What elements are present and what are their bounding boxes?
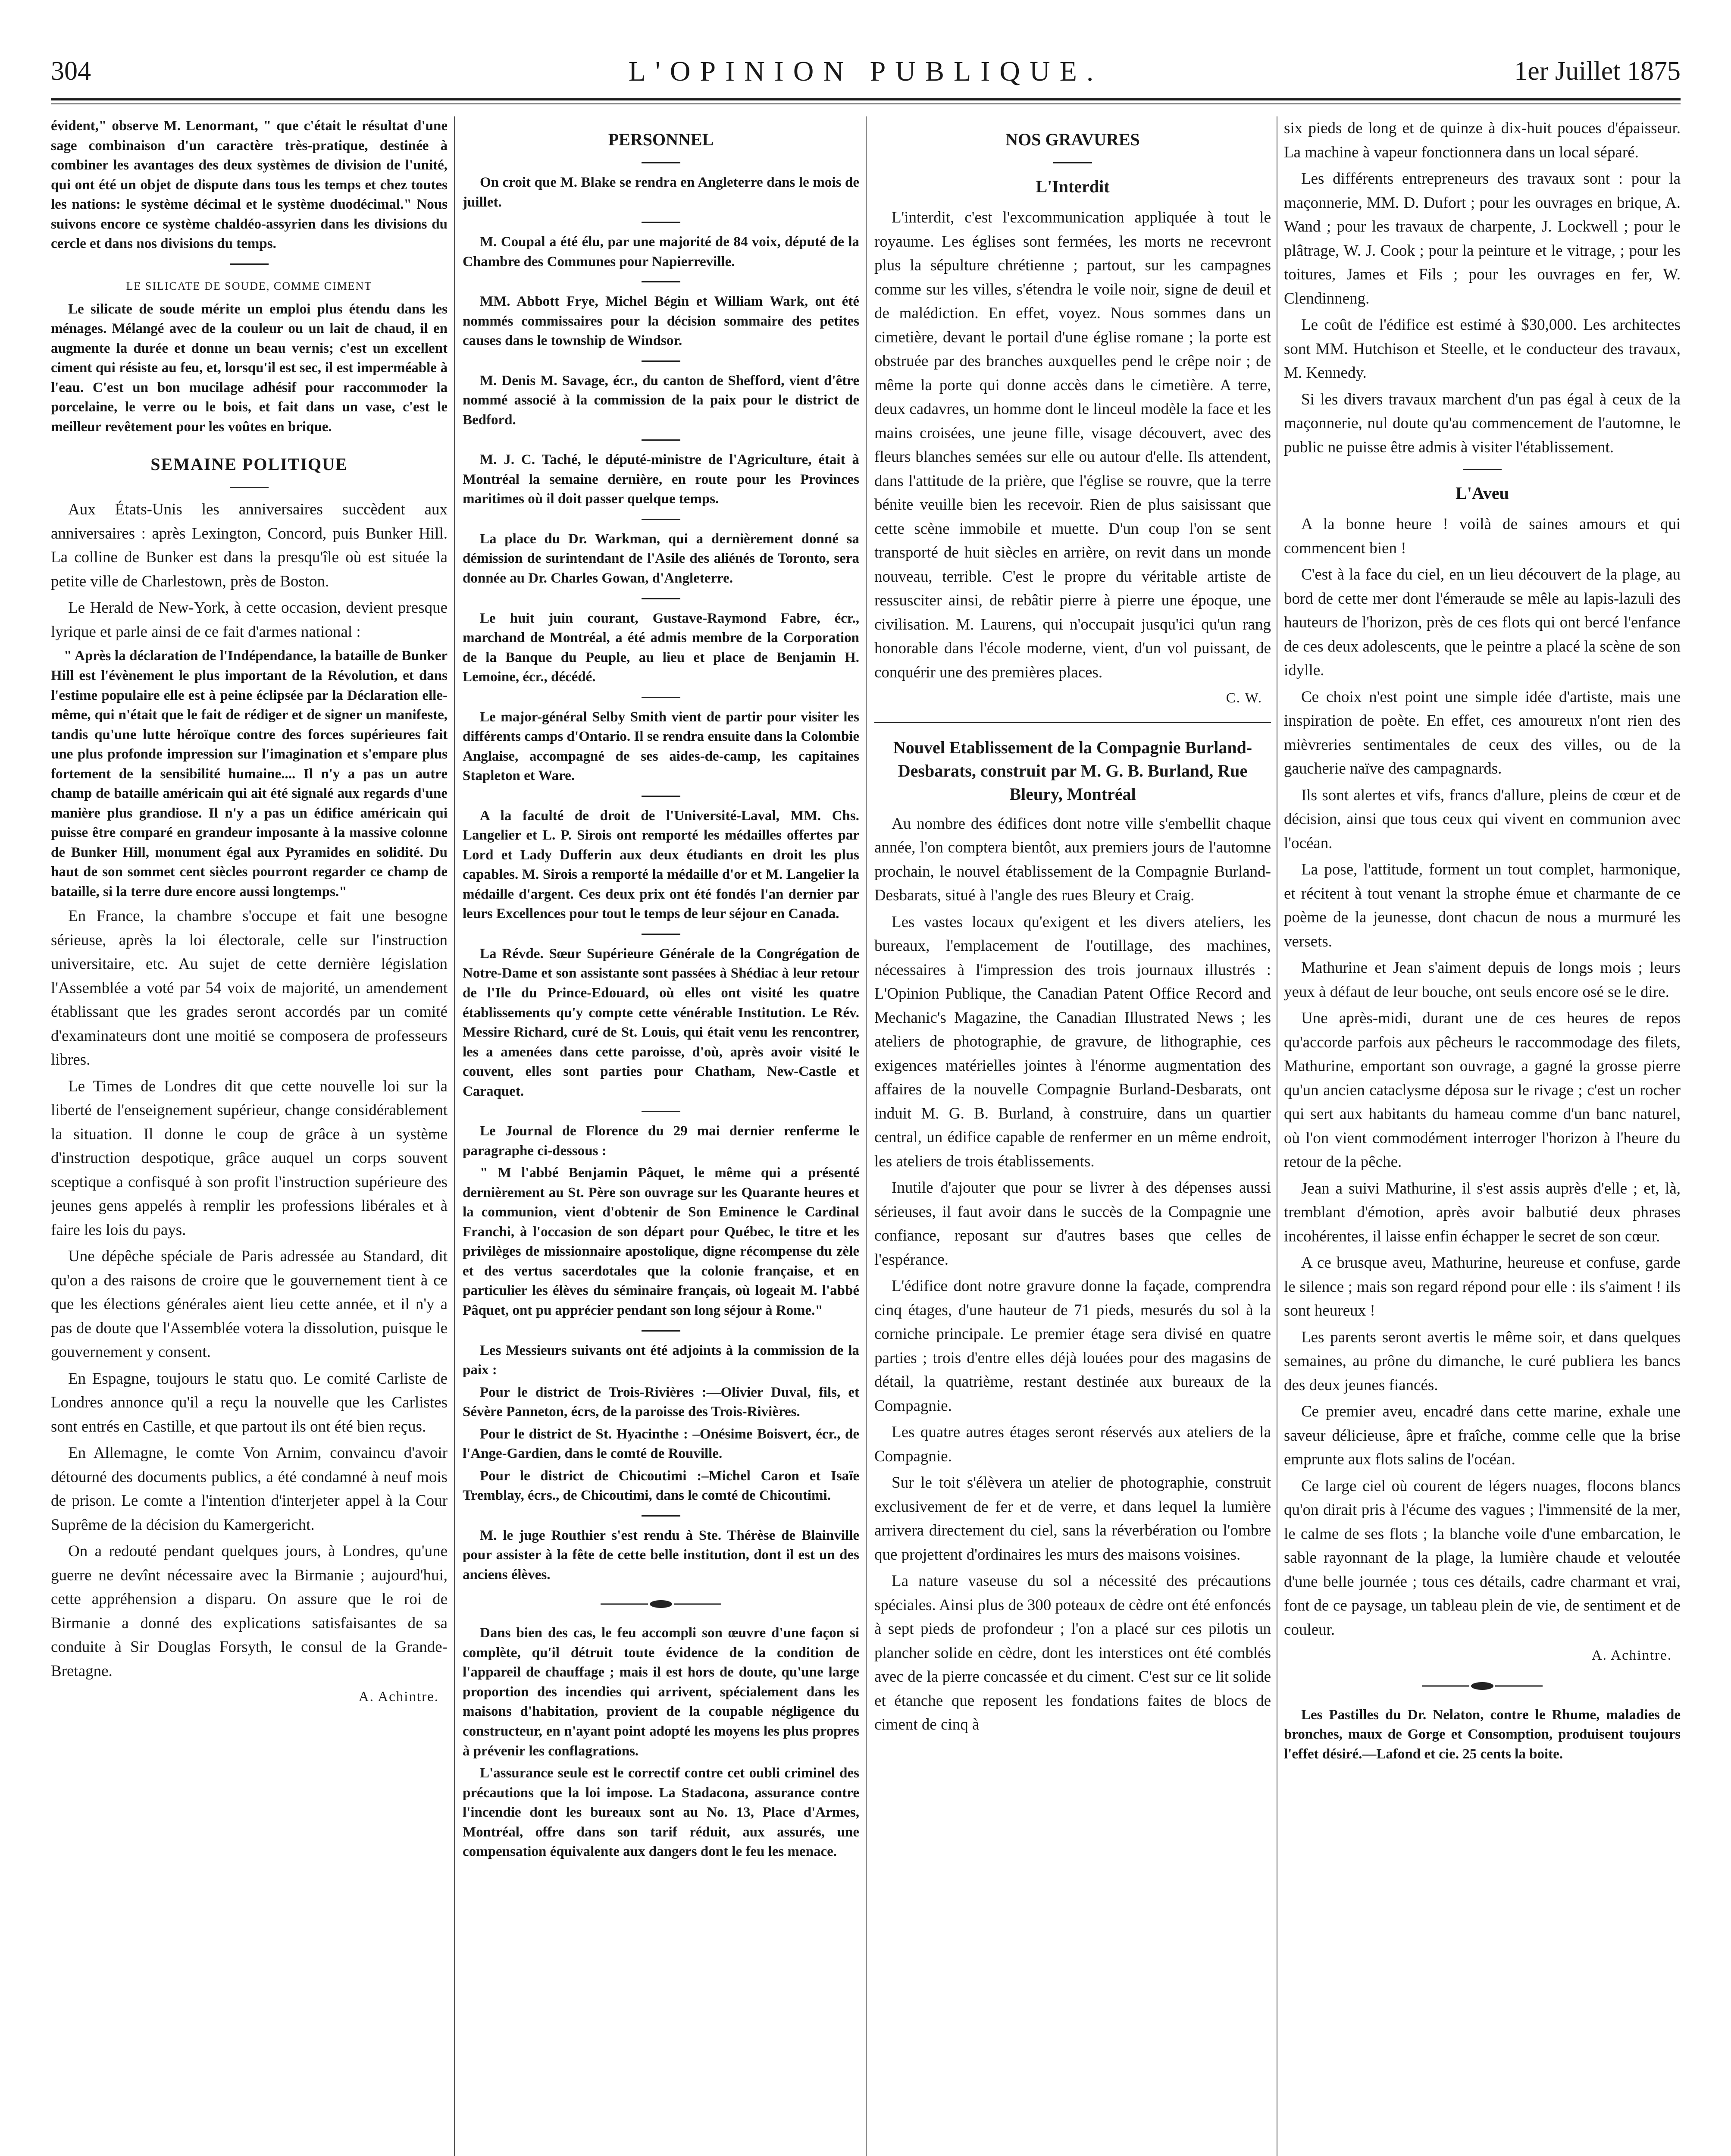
paragraph: Le silicate de soude mérite un emploi plus étendu dans les ménages. Mélangé avec de la couleur ou un lait de chaud, il en augmente la durée et donne un beau vernis; c'est un excellent ciment qui résiste au feu, et, lorsqu'il est sec, il est imperméable à l'eau. C'est un bon mucilage adhésif pour raccommoder la porcelaine, le verre ou le bois, et fait dans un vase, c'est le meilleur revêtement pour les voûtes en brique. <box>51 301 448 435</box>
news-item: On croit que M. Blake se rendra en Angleterre dans le mois de juillet. <box>463 175 859 210</box>
column-4 <box>1284 116 1681 2156</box>
separator <box>642 222 680 223</box>
paragraph: C'est à la face du ciel, en un lieu découvert de la plage, au bord de cette mer dont l'émeraude se mêle au lapis-lazuli des hauteurs de l'horizon, près de ces flots qui ont bercé l'enfance de ces deux adolescents, que le peintre a placé la scène de son idylle. <box>1284 566 1681 679</box>
paragraph: Les quatre autres étages seront réservés aux ateliers de la Compagnie. <box>874 1423 1271 1465</box>
headline-burland: Nouvel Etablissement de la Compagnie Burland-Desbarats, construit par M. G. B. Burland, Rue Bleury, Montréal <box>893 737 1252 804</box>
news-item: MM. Abbott Frye, Michel Bégin et William Wark, ont été nommés commissaires pour la décision sommaire des petites causes dans le township de Windsor. <box>463 294 859 349</box>
news-item: Le huit juin courant, Gustave-Raymond Fabre, écr., marchand de Montréal, a été admis membre de la Corporation de la Banque du Peuple, au lieu et place de Benjamin H. Lemoine, écr., décédé. <box>463 610 859 685</box>
paragraph: Inutile d'ajouter que pour se livrer à des dépenses aussi sérieuses, il faut avoir dans le succès de la Compagnie une confiance, reposant sur d'autres bases que celles de l'espérance. <box>874 1179 1271 1269</box>
news-item: Dans bien des cas, le feu accompli son œuvre d'une façon si complète, qu'il détruit toute évidence de la condition de l'appareil de chauffage ; mais il est hors de doute, qu'une large proportion des incendies qui arrivent, spécialement dans les maisons d'habitation, provient de la coupable négligence du constructeur, en n'ayant point adopté les moyens les plus propres à prévenir les conflagrations. <box>463 1625 859 1759</box>
paragraph: En Allemagne, le comte Von Arnim, convaincu d'avoir détourné des documents publics, a été condamné à neuf mois de prison. Le comte a l'intention d'interjeter appel à la Cour Suprême de la décision du Kamergericht. <box>51 1444 448 1534</box>
header-rule-thin <box>51 103 1681 104</box>
paragraph: Mathurine et Jean s'aiment depuis de longs mois ; leurs yeux à défaut de leur bouche, ont seuls encore osé se le dire. <box>1284 959 1681 1001</box>
separator <box>1053 162 1092 163</box>
signature: A. Achintre. <box>1591 1648 1672 1663</box>
subheading-interdit: L'Interdit <box>1036 177 1110 196</box>
column-1 <box>51 116 448 2156</box>
section-heading-aveu: L'Aveu <box>1456 483 1509 503</box>
paragraph: Sur le toit s'élèvera un atelier de photographie, construit exclusivement de fer et de verre, et dans lequel la lumière arrivera directement du ciel, sans la réverbération ou l'ombre que projettent d'ordinaires les murs des maisons voisines. <box>874 1474 1271 1564</box>
paragraph: En France, la chambre s'occupe et fait une besogne sérieuse, après la loi électorale, celle sur l'instruction universitaire, etc. Au sujet de cette dernière législation l'Assemblée a voté par 54 voix de majorité, un amendement établissant que les grades seront accordés par un comité d'examinateurs dont une moitié se composera de professeurs libres. <box>51 907 448 1069</box>
paragraph: Au nombre des édifices dont notre ville s'embellit chaque année, l'on comptera bientôt, aux premiers jours de l'automne prochain, le nouvel établissement de la Compagnie Burland-Desbarats, situé à l'angle des rues Bleury et Craig. <box>874 815 1271 904</box>
news-item: M. Denis M. Savage, écr., du canton de Shefford, vient d'être nommé associé à la commission de la paix pour le district de Bedford. <box>463 373 859 428</box>
newspaper-page <box>51 47 1681 2156</box>
news-item: Pour le district de St. Hyacinthe : –Onésime Boisvert, écr., de l'Ange-Gardien, dans le comté de Rouville. <box>463 1426 859 1462</box>
news-item: M. Coupal a été élu, par une majorité de 84 voix, député de la Chambre des Communes pour Napierreville. <box>463 234 859 270</box>
paragraph: Jean a suivi Mathurine, il s'est assis auprès d'elle ; et, là, tremblant d'émotion, après avoir balbutié deux phrases incohérentes, il laisse enfin échapper le secret de son cœur. <box>1284 1179 1681 1245</box>
separator <box>642 598 680 599</box>
separator <box>642 697 680 698</box>
section-heading-semaine-politique: SEMAINE POLITIQUE <box>150 454 348 474</box>
paragraph: Les différents entrepreneurs des travaux sont : pour la maçonnerie, MM. D. Dufort ; pour les ouvrages en brique, A. Wand ; pour les travaux de charpente, J. Lockwell ; pour le plâtrage, W. J. Cook ; pour la peinture et le vitrage, ; pour les toitures, James et Fils ; pour les ouvrages en fer, W. Clendinneng. <box>1284 170 1681 307</box>
paragraph: L'interdit, c'est l'excommunication appliquée à tout le royaume. Les églises sont fermées, les morts ne recevront plus la sépulture chrétienne ; partout, sur les campagnes comme sur les villes, s'étendra le voile noir, signe de deuil et de malédiction. En effet, voyez. Nous sommes dans un cimetière, devant le portail d'une église romane ; la porte est obstruée par des branches auxquelles pend le crêpe noir ; de même la porte qui donne accès dans le cimetière. A terre, deux cadavres, un homme dont le linceul modèle la face et les mains croisées, une jeune fille, visage découvert, avec des fleurs blanches semées sur elle ou autour d'elle. Ils attendent, dans l'attitude de la prière, que l'église se rouvre, que la terre bénite veuille bien les recevoir. Rien de plus saisissant que cette scène immobile et muette. D'un coup l'on se sent transporté de huit siècles en arrière, on revit dans un monde nouveau, terrible. C'est le propre du véritable artiste de ressusciter ainsi, de rebâtir pierre à pierre une époque, une civilisation. M. Laurens, qui n'occupait jusqu'ici qu'un rang honorable dans l'école moderne, vient, d'un vol puissant, de conquérir une des premières places. <box>874 209 1271 681</box>
paragraph: Le Herald de New-York, à cette occasion, devient presque lyrique et parle ainsi de ce fait d'armes national : <box>51 599 448 641</box>
paragraph: Ils sont alertes et vifs, francs d'allure, pleins de cœur et de décision, ainsi que tous ceux qui vivent en communion avec l'océan. <box>1284 786 1681 852</box>
news-item: Le Journal de Florence du 29 mai dernier renferme le paragraphe ci-dessous : <box>463 1123 859 1159</box>
paragraph: Ce choix n'est point une simple idée d'artiste, mais une inspiration de poète. En effet, ces amoureux n'ont rien des mièvreries sentimentales de ceux des villes, ou de la gaucherie naïve des campagnards. <box>1284 688 1681 777</box>
advertisement <box>1284 1705 1681 1764</box>
ornament-divider <box>601 1598 721 1611</box>
paragraph: Le Times de Londres dit que cette nouvelle loi sur la liberté de l'enseignement supérieur, change considérablement la situation. Il donne le coup de grâce à un système d'instruction despotique, grâce auquel un corps souvent sceptique a confisqué à son profit l'instruction supérieure des jeunes gens appelés à remplir les professions libérales et à faire les lois du pays. <box>51 1077 448 1239</box>
separator <box>642 1111 680 1112</box>
ad-text: Les Pastilles du Dr. Nelaton, contre le Rhume, maladies de bronches, maux de Gorge et Consomption, produisent toujours l'effet désiré.—Lafond et cie. 25 cents la boite. <box>1284 1707 1681 1762</box>
paragraph: Une dépêche spéciale de Paris adressée au Standard, dit qu'on a des raisons de croire que le gouvernement tient à ce que les élections générales aient lieu cette année, et il n'y a pas de doute que l'Assemblée votera la dissolution, puisque le gouvernement y consent. <box>51 1247 448 1361</box>
paragraph: L'édifice dont notre gravure donne la façade, comprendra cinq étages, d'une hauteur de 71 pieds, mesurés du sol à la corniche principale. Le premier étage sera divisé en quatre parties ; trois d'entre elles déjà louées pour des magasins de détail, la quatrième, restant destinée aux bureaux de la Compagnie. <box>874 1277 1271 1415</box>
paragraph: En Espagne, toujours le statu quo. Le comité Carliste de Londres annonce qu'il a reçu la nouvelle que les Carlistes sont entrés en Castille, et que partout ils ont été bien reçus. <box>51 1369 448 1435</box>
separator <box>642 1330 680 1332</box>
personnel-items <box>463 173 859 1862</box>
signature: C. W. <box>1226 690 1262 706</box>
paragraph: La pose, l'attitude, forment un tout complet, harmonique, et récitent à tout venant la strophe émue et charmante de ce poème de la jeunesse, dont chacun de nous a murmuré les versets. <box>1284 861 1681 950</box>
quotation <box>51 646 448 902</box>
section-heading-nos-gravures: NOS GRAVURES <box>1005 130 1140 149</box>
issue-date: 1er Juillet 1875 <box>1514 56 1681 86</box>
paragraph: Le coût de l'édifice est estimé à $30,000. Les architectes sont MM. Hutchison et Steelle, et le conducteur des travaux, M. Kennedy. <box>1284 316 1681 382</box>
separator <box>642 519 680 520</box>
separator <box>642 796 680 797</box>
separator <box>642 934 680 935</box>
paragraph: évident," observe M. Lenormant, " que c'était le résultat d'une sage combinaison d'un caractère très-pratique, destinée à combiner les avantages des deux systèmes de division de l'unité, qui ont été un objet de dispute dans tous les temps et chez toutes les nations: le système décimal et le système duodécimal." Nous suivons encore ce système chaldéo-assyrien dans les divisions du cercle et dans nos divisions du temps. <box>51 118 448 252</box>
column-divider <box>454 116 455 2156</box>
news-item: " M l'abbé Benjamin Pâquet, le même qui a présenté dernièrement au St. Père son ouvrage sur les Quarante heures et la communion, vient d'obtenir de Son Eminence le Cardinal Franchi, à l'occasion de son départ pour Québec, le titre et les privilèges de missionnaire apostolique, digne récompense du zèle et des vertus sacerdotales que la colonie française, et en particulier les élèves du séminaire français, où logeait M. l'abbé Pâquet, ont pu apprécier pendant son long séjour à Rome." <box>463 1165 859 1318</box>
paragraph: Ce premier aveu, encadré dans cette marine, exhale une saveur délicieuse, âpre et fraîche, comme celle que la brise emprunte aux flots salins de l'océan. <box>1284 1403 1681 1468</box>
paragraph: Les vastes locaux qu'exigent et les divers ateliers, les bureaux, l'emplacement de l'outillage, des machines, nécessaires à l'impression des trois journaux illustrés : L'Opinion Publique, the Canadian Patent Office Record and Mechanic's Magazine, the Canadian Illustrated News ; les ateliers de photographie, de gravure, de lithographie, ces exigences matérielles jointes à l'énorme augmentation des affaires de la nouvelle Compagnie Burland-Desbarats, ont induit M. G. B. Burland, à construire, dans un quartier central, un édifice capable de renfermer en un même endroit, les ateliers de trois établissements. <box>874 913 1271 1170</box>
header-rule <box>51 98 1681 100</box>
section-heading-silicate: LE SILICATE DE SOUDE, COMME CIMENT <box>126 279 372 292</box>
section-heading-personnel: PERSONNEL <box>608 130 714 149</box>
masthead <box>51 47 1681 95</box>
news-item: Pour le district de Trois-Rivières :—Olivier Duval, fils, et Sévère Panneton, écrs, de la paroisse des Trois-Rivières. <box>463 1384 859 1420</box>
paragraph: Les parents seront avertis le même soir, et dans quelques semaines, au prône du dimanche, le curé publiera les bancs des deux jeunes fiancés. <box>1284 1328 1681 1394</box>
separator <box>874 722 1271 723</box>
news-item: La Révde. Sœur Supérieure Générale de la Congrégation de Notre-Dame et son assistante sont passées à Shédiac à leur retour de l'Ile du Prince-Edouard, où elles ont visité les quatre établissements qu'y compte cette vénérable Institution. Le Rév. Messire Richard, curé de St. Louis, qui était venu les rencontrer, les a amenées dans cette paroisse, d'où, après avoir visité le couvent, elles sont parties pour Chatham, New-Castle et Caraquet. <box>463 946 859 1099</box>
news-item: M. le juge Routhier s'est rendu à Ste. Thérèse de Blainville pour assister à la fête de cette belle institution, dont il est un des anciens élèves. <box>463 1527 859 1583</box>
paragraph: Une après-midi, durant une de ces heures de repos qu'accorde parfois aux pêcheurs le raccommodage des filets, Mathurine, emportant son ouvrage, a gagné la grosse pierre qu'un ancien cataclysme déposa sur le rivage ; c'est un rocher qui sert aux habitants du hameau comme d'un banc naturel, où l'on vient commodément interroger l'horizon à l'heure du retour de la pêche. <box>1284 1009 1681 1171</box>
column-2 <box>463 116 859 2156</box>
paragraph: La nature vaseuse du sol a nécessité des précautions spéciales. Ainsi plus de 300 poteaux de cèdre ont été enfoncés à sept pieds de profondeur ; l'on a placé sur ces pilotis un plancher solide en cèdre, dont les interstices ont été comblés avec de la pierre concassée et du ciment. C'est sur ce lit solide et étanche que reposent les fondations faites de blocs de ciment de cinq à <box>874 1572 1271 1733</box>
publication-title: L'OPINION PUBLIQUE. <box>628 56 1103 87</box>
article-continuation <box>51 116 448 254</box>
column-3 <box>874 116 1271 2156</box>
separator <box>642 360 680 362</box>
paragraph: Aux États-Unis les anniversaires succèdent aux anniversaires : après Lexington, Concord, puis Bunker Hill. La colline de Bunker est dans la presqu'île où est située la petite ville de Charlestown, près de Boston. <box>51 501 448 590</box>
page-number: 304 <box>51 56 91 86</box>
paragraph: Ce large ciel où courent de légers nuages, flocons blancs qu'on dirait pris à l'écume des vagues ; l'immensité de la mer, le calme de ses flots ; la blanche voile d'une embarcation, le sable rayonnant de la plage, la lumière chaude et veloutée d'une belle journée ; tous ces détails, cadre charmant et vrai, font de ce paysage, un tableau plein de vie, de sentiment et de couleur. <box>1284 1477 1681 1639</box>
news-item: La place du Dr. Warkman, qui a dernièrement donné sa démission de surintendant de l'Asile des aliénés de Toronto, sera donnée au Dr. Charles Gowan, d'Angleterre. <box>463 531 859 586</box>
paragraph: A ce brusque aveu, Mathurine, heureuse et confuse, garde le silence ; mais son regard répond pour elle : ils s'aiment ! ils sont heureux ! <box>1284 1254 1681 1319</box>
news-item: Les Messieurs suivants ont été adjoints à la commission de la paix : <box>463 1342 859 1378</box>
news-item: L'assurance seule est le correctif contre cet oubli criminel des précautions que la loi impose. La Stadacona, assurance contre l'incendie dont les bureaux sont au No. 13, Place d'Armes, Montréal, offre dans son tarif réduit, aux assurés, une compensation équivalente aux dangers dont le feu les menace. <box>463 1765 859 1860</box>
paragraph: " Après la déclaration de l'Indépendance, la bataille de Bunker Hill est l'évènement le plus important de la Révolution, et dans l'estime populaire elle est à peine éclipsée par la Déclaration elle-même, qui n'était que le fait de rédiger et de signer un manifeste, tandis qu'une lutte héroïque contre des forces supérieures fait une plus profonde impression sur l'imagination et s'empare plus fortement de la sensibilité humaine.... Il n'y a pas un autre champ de bataille américain qui ait été signalé aux regards d'une manière plus grandiose. Il n'y a pas un édifice américain qui puisse être comparé en grandeur imposante à la massive colonne de Bunker Hill, monument égal aux Pyramides en solidité. Du haut de son sommet cent siècles pourront regarder ce champ de bataille, si la terre dure encore aussi longtemps." <box>51 648 448 899</box>
news-item: Le major-général Selby Smith vient de partir pour visiter les différents camps d'Ontario. Il se rendra ensuite dans la Colombie Anglaise, accompagné de ses aides-de-camp, les capitaines Stapleton et Ware. <box>463 709 859 784</box>
signature: A. Achintre. <box>358 1689 439 1705</box>
separator <box>642 162 680 163</box>
separator <box>1463 469 1502 470</box>
separator <box>642 439 680 441</box>
separator <box>642 281 680 282</box>
news-item: Pour le district de Chicoutimi :–Michel Caron et Isaïe Tremblay, écrs., de Chicoutimi, dans le comté de Chicoutimi. <box>463 1468 859 1504</box>
ornament-divider <box>1422 1680 1543 1692</box>
separator <box>642 1515 680 1517</box>
paragraph: A la bonne heure ! voilà de saines amours et qui commencent bien ! <box>1284 515 1681 557</box>
separator <box>230 263 269 265</box>
paragraph: Si les divers travaux marchent d'un pas égal à ceux de la maçonnerie, nul doute qu'au commencement de l'automne, le public ne puisse être admis à visiter l'établissement. <box>1284 390 1681 456</box>
separator <box>230 487 269 488</box>
news-item: M. J. C. Taché, le député-ministre de l'Agriculture, était à Montréal la semaine dernière, en route pour les Provinces maritimes où il doit passer quelque temps. <box>463 452 859 507</box>
news-item: A la faculté de droit de l'Université-Laval, MM. Chs. Langelier et L. P. Sirois ont remporté les médailles offertes par Lord et Lady Dufferin aux deux étudiants en droit les plus capables. M. Sirois a remporté la médaille d'or et M. Langelier la médaille d'argent. Ces deux prix ont été fondés l'an dernier par leurs Excellences pour tout le temps de leur séjour en Canada. <box>463 808 859 922</box>
column-divider <box>866 116 867 2156</box>
paragraph: On a redouté pendant quelques jours, à Londres, qu'une guerre ne devînt nécessaire avec la Birmanie ; aujourd'hui, cette appréhension a disparu. On assure que le roi de Birmanie a donné des explications satisfaisantes de sa conduite à Sir Douglas Forsyth, le consul de la Grande-Bretagne. <box>51 1542 448 1680</box>
article-silicate <box>51 300 448 437</box>
paragraph: six pieds de long et de quinze à dix-huit pouces d'épaisseur. La machine à vapeur fonctionnera dans un local séparé. <box>1284 119 1681 161</box>
